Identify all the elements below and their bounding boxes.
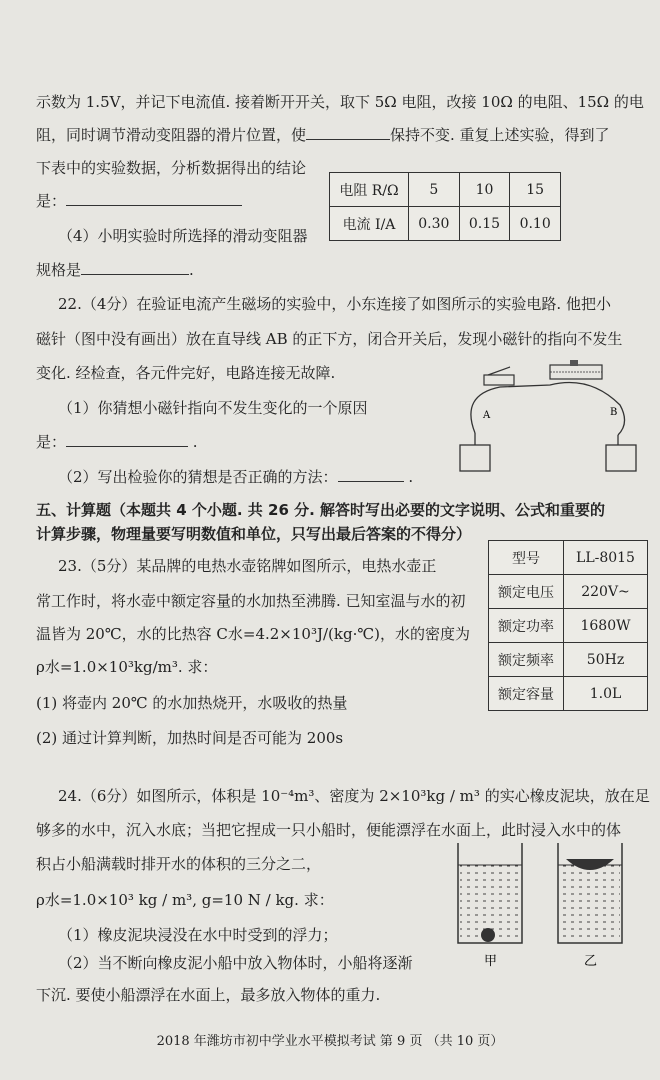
text-line: 变化. 经检查，各元件完好，电路连接无故障.	[36, 364, 336, 382]
circuit-diagram	[440, 355, 640, 475]
text-line: 示数为 1.5V，并记下电流值. 接着断开开关，取下 5Ω 电阻，改接 10Ω 的电阻、15Ω 的电	[36, 93, 644, 111]
table-cell: 1680W	[564, 609, 648, 643]
table-cell: 220V~	[564, 575, 648, 609]
answer-blank	[66, 191, 242, 206]
text-line: （1）橡皮泥块浸没在水中时受到的浮力；	[58, 926, 338, 944]
table-cell: 1.0L	[564, 677, 648, 711]
table-cell: LL-8015	[564, 541, 648, 575]
label-a: A	[483, 410, 491, 421]
question-24: 24.（6分）如图所示，体积是 10⁻⁴m³、密度为 2×10³kg / m³ 的实心橡皮泥块，放在足	[58, 787, 650, 805]
rheostat-icon	[550, 360, 602, 379]
text-line: 积占小船满载时排开水的体积的三分之二，	[36, 855, 322, 873]
text-line: 磁针（图中没有画出）放在直导线 AB 的正下方，闭合开关后，发现小磁针的指向不发生	[36, 330, 623, 348]
text-line: ρ水=1.0×10³ kg / m³, g=10 N / kg. 求：	[36, 891, 334, 909]
table-cell: 额定功率	[489, 609, 564, 643]
battery-left-icon	[460, 445, 490, 471]
resistance-current-table	[329, 172, 561, 241]
text-line: (2) 通过计算判断，加热时间是否可能为 200s	[36, 729, 344, 747]
answer-blank	[306, 125, 390, 140]
text-line: 下沉. 要使小船漂浮在水面上，最多放入物体的重力.	[36, 986, 381, 1004]
text-line: （4）小明实验时所选择的滑动变阻器	[58, 227, 308, 245]
text-line: 是：	[36, 191, 242, 211]
text-line: 够多的水中，沉入水底；当把它捏成一只小船时，便能漂浮在水面上，此时浸入水中的体	[36, 821, 622, 839]
text-line: 阻，同时调节滑动变阻器的滑片位置，使 保持不变. 重复上述实验，得到了	[36, 126, 610, 144]
label-b: B	[610, 407, 618, 418]
page-footer: 2018 年潍坊市初中学业水平模拟考试 第 9 页 （共 10 页）	[156, 1034, 504, 1049]
kettle-nameplate-table	[488, 540, 648, 711]
table-cell: 额定容量	[489, 677, 564, 711]
text-line: （2）当不断向橡皮泥小船中放入物体时，小船将逐渐	[58, 954, 413, 972]
answer-blank	[66, 432, 188, 447]
switch-icon	[484, 367, 514, 385]
table-cell: 电阻 R/Ω	[330, 173, 409, 207]
text-line: 下表中的实验数据，分析数据得出的结论	[36, 159, 307, 177]
table-cell: 型号	[489, 541, 564, 575]
table-cell: 0.10	[510, 207, 561, 241]
answer-blank	[338, 467, 404, 482]
table-cell: 5	[409, 173, 460, 207]
label-jia: 甲	[484, 954, 498, 969]
text-line: （1）你猜想小磁针指向不发生变化的一个原因	[58, 399, 368, 417]
answer-blank	[81, 260, 189, 275]
table-cell: 0.15	[459, 207, 510, 241]
beaker-diagram	[450, 835, 640, 975]
table-cell: 电流 I/A	[330, 207, 409, 241]
text-line: (1) 将壶内 20℃ 的水加热烧开，水吸收的热量	[36, 694, 348, 712]
text-line: 是： .	[36, 433, 198, 451]
section-five-note: 计算步骤，物理量要写明数值和单位，只写出最后答案的不得分）	[36, 525, 472, 543]
text-line: （2）写出检验你的猜想是否正确的方法： .	[58, 468, 414, 486]
table-cell: 额定电压	[489, 575, 564, 609]
label-yi: 乙	[584, 954, 598, 969]
question-23: 23.（5分）某品牌的电热水壶铭牌如图所示，电热水壶正	[58, 557, 437, 575]
question-22: 22.（4分）在验证电流产生磁场的实验中，小东连接了如图所示的实验电路. 他把小	[58, 295, 611, 313]
battery-right-icon	[606, 445, 636, 471]
text-line: ρ水=1.0×10³kg/m³. 求：	[36, 658, 218, 676]
beaker-right-icon	[558, 843, 622, 943]
table-cell: 10	[459, 173, 510, 207]
table-cell: 15	[510, 173, 561, 207]
text-line: 常工作时，将水壶中额定容量的水加热至沸腾. 已知室温与水的初	[36, 592, 466, 610]
text-line: 温皆为 20℃，水的比热容 C水=4.2×10³J/(kg·℃)，水的密度为	[36, 625, 470, 643]
text-line: 规格是 .	[36, 261, 194, 279]
section-five-title: 五、计算题（本题共 4 个小题. 共 26 分. 解答时写出必要的文字说明、公式和重要的	[36, 501, 606, 519]
table-cell: 0.30	[409, 207, 460, 241]
beaker-left-icon	[458, 843, 522, 943]
table-cell: 额定频率	[489, 643, 564, 677]
table-cell: 50Hz	[564, 643, 648, 677]
